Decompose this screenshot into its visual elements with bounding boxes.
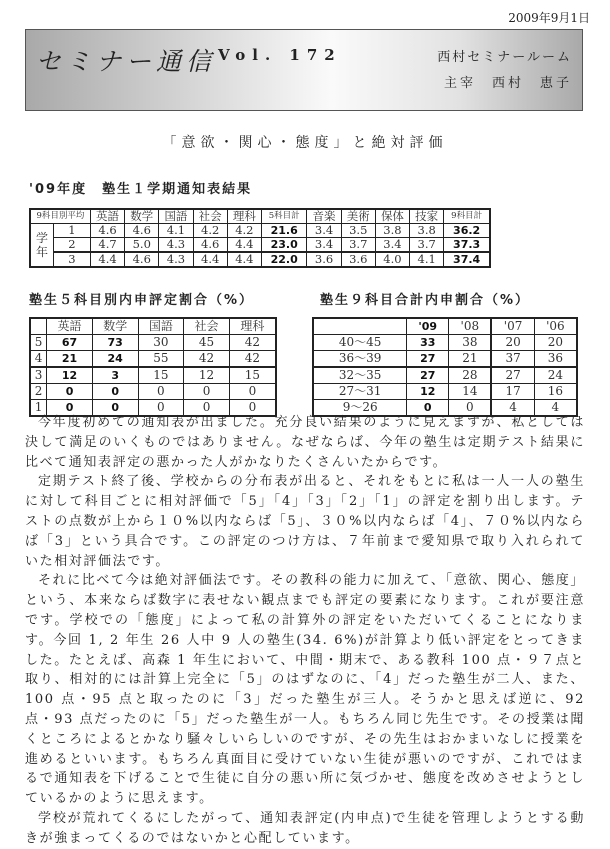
value-cell: 3.5: [341, 224, 375, 238]
value-cell: 4.6: [125, 224, 159, 238]
column-header: 英語: [90, 209, 124, 224]
value-cell: 3.8: [375, 224, 409, 238]
value-cell: 3.7: [410, 238, 444, 253]
value-cell: 15: [229, 367, 276, 384]
table-row: [30, 224, 490, 238]
total-cell: 23.0: [261, 238, 306, 253]
column-header: '07: [491, 318, 534, 335]
corner-cell: [30, 318, 47, 335]
table-row: [313, 367, 577, 384]
table-row: [30, 335, 276, 351]
range-cell: 9～26: [313, 400, 407, 417]
volume-number: Vol. 172: [218, 46, 342, 64]
range-cell: 27～31: [313, 384, 407, 400]
grade-label: 学年: [30, 224, 54, 268]
paragraph: 今年度初めての通知表が出ました。充分良い結果のように見えますが、私としては決して満足のいくものではありません。なぜならば、今年の塾生は定期テスト結果に比べて通知表評定の悪かった人がかなりたくさんいたからです。: [25, 415, 585, 470]
range-cell: 40～45: [313, 335, 407, 351]
value-cell: 24: [92, 351, 138, 368]
column-header: 音楽: [307, 209, 341, 224]
value-cell: 3.8: [410, 224, 444, 238]
value-cell: 0: [47, 400, 93, 417]
rating-cell: 3: [30, 367, 47, 384]
value-cell: 4.4: [193, 252, 227, 267]
column-header: 9科目計: [444, 209, 490, 224]
newsletter-title: セミナー通信: [36, 47, 217, 76]
table-header-row: [30, 318, 276, 335]
value-cell: 0: [229, 400, 276, 417]
value-cell: 20: [534, 335, 577, 351]
issue-date: 2009年9月1日: [508, 11, 590, 25]
range-cell: 32～35: [313, 367, 407, 384]
total-cell: 22.0: [261, 252, 306, 267]
value-cell: 27: [407, 351, 449, 368]
value-cell: 3.6: [307, 252, 341, 267]
report-card-title: '09年度 塾生１学期通知表結果: [29, 182, 253, 197]
value-cell: 27: [491, 367, 534, 384]
value-cell: 4: [534, 400, 577, 417]
value-cell: 21: [47, 351, 93, 368]
value-cell: 0: [184, 400, 230, 417]
report-card-table: [29, 208, 491, 268]
column-header: 技家: [410, 209, 444, 224]
grade-cell: 3: [54, 252, 91, 267]
value-cell: 0: [138, 400, 184, 417]
value-cell: 55: [138, 351, 184, 368]
value-cell: 4.2: [227, 224, 261, 238]
value-cell: 24: [534, 367, 577, 384]
article-headline: 「意欲・関心・態度」と絶対評価: [162, 135, 448, 151]
value-cell: 33: [407, 335, 449, 351]
value-cell: 3.6: [341, 252, 375, 267]
column-header: 社会: [193, 209, 227, 224]
five-subject-table: [29, 317, 277, 417]
grade-cell: 2: [54, 238, 91, 253]
value-cell: 12: [47, 367, 93, 384]
column-header: '06: [534, 318, 577, 335]
value-cell: 3: [92, 367, 138, 384]
value-cell: 67: [47, 335, 93, 351]
value-cell: 45: [184, 335, 230, 351]
value-cell: 4.1: [159, 224, 193, 238]
value-cell: 0: [184, 384, 230, 400]
value-cell: 42: [184, 351, 230, 368]
value-cell: 0: [449, 400, 492, 417]
value-cell: 0: [47, 384, 93, 400]
table-row: [30, 351, 276, 368]
column-header: 英語: [47, 318, 93, 335]
organization-name: 西村セミナールーム: [437, 50, 572, 65]
value-cell: 20: [491, 335, 534, 351]
rating-cell: 5: [30, 335, 47, 351]
value-cell: 4.3: [159, 238, 193, 253]
value-cell: 12: [184, 367, 230, 384]
value-cell: 73: [92, 335, 138, 351]
corner-label: 9科目別平均: [30, 209, 90, 224]
value-cell: 3.7: [341, 238, 375, 253]
rating-cell: 2: [30, 384, 47, 400]
value-cell: 42: [229, 351, 276, 368]
value-cell: 4.0: [375, 252, 409, 267]
value-cell: 38: [449, 335, 492, 351]
value-cell: 4.6: [90, 224, 124, 238]
column-header: '08: [449, 318, 492, 335]
grade-cell: 1: [54, 224, 91, 238]
column-header: '09: [407, 318, 449, 335]
five-subject-title: 塾生５科目別内申評定割合（%）: [29, 293, 255, 308]
rating-cell: 4: [30, 351, 47, 368]
value-cell: 3.4: [307, 238, 341, 253]
column-header: 保体: [375, 209, 409, 224]
value-cell: 4.7: [90, 238, 124, 253]
table-row: [313, 384, 577, 400]
host-name: 主宰 西村 恵子: [443, 76, 572, 91]
column-header: 理科: [229, 318, 276, 335]
value-cell: 21: [449, 351, 492, 368]
value-cell: 4.2: [193, 224, 227, 238]
value-cell: 28: [449, 367, 492, 384]
value-cell: 17: [491, 384, 534, 400]
value-cell: 36: [534, 351, 577, 368]
table-header-row: [313, 318, 577, 335]
value-cell: 42: [229, 335, 276, 351]
value-cell: 0: [138, 384, 184, 400]
value-cell: 0: [407, 400, 449, 417]
column-header: 数学: [125, 209, 159, 224]
table-row: [30, 238, 490, 253]
paragraph: 学校が荒れてくるにしたがって、通知表評定(内申点)で生徒を管理しようとする動きが強まってくるのではないかと心配しています。: [25, 810, 585, 846]
value-cell: 27: [407, 367, 449, 384]
newsletter-header: [25, 29, 583, 111]
column-header: 5科目計: [261, 209, 306, 224]
column-header: 国語: [138, 318, 184, 335]
value-cell: 3.4: [307, 224, 341, 238]
table-row: [313, 335, 577, 351]
value-cell: 4.1: [410, 252, 444, 267]
value-cell: 4.4: [227, 252, 261, 267]
value-cell: 4.4: [227, 238, 261, 253]
value-cell: 0: [92, 384, 138, 400]
total-cell: 36.2: [444, 224, 490, 238]
corner-cell: [313, 318, 407, 335]
column-header: 社会: [184, 318, 230, 335]
column-header: 美術: [341, 209, 375, 224]
rating-cell: 1: [30, 400, 47, 417]
nine-subject-title: 塾生９科目合計内申割合（%）: [320, 293, 531, 308]
column-header: 理科: [227, 209, 261, 224]
nine-subject-table: [312, 317, 578, 417]
value-cell: 14: [449, 384, 492, 400]
value-cell: 37: [491, 351, 534, 368]
value-cell: 4.6: [193, 238, 227, 253]
column-header: 国語: [159, 209, 193, 224]
value-cell: 30: [138, 335, 184, 351]
table-row: [30, 252, 490, 267]
range-cell: 36～39: [313, 351, 407, 368]
value-cell: 15: [138, 367, 184, 384]
value-cell: 3.4: [375, 238, 409, 253]
total-cell: 21.6: [261, 224, 306, 238]
value-cell: 4.3: [159, 252, 193, 267]
value-cell: 12: [407, 384, 449, 400]
table-row: [313, 351, 577, 368]
paragraph: 定期テスト終了後、学校からの分布表が出ると、それをもとに私は一人一人の塾生に対して科目ごとに相対評価で「5」「4」「3」「2」「1」の評定を割り出します。テストの点数が上から１０%以内ならば「5」、３０%以内ならば「4」、７０%以内ならば「3」という具合です。この評定のつけ方は、７年前まで愛知県で取り入れられていた相対評価法です。: [25, 474, 585, 569]
column-header: 数学: [92, 318, 138, 335]
table-row: [30, 367, 276, 384]
value-cell: 4.4: [90, 252, 124, 267]
table-row: [30, 384, 276, 400]
value-cell: 5.0: [125, 238, 159, 253]
value-cell: 4.6: [125, 252, 159, 267]
value-cell: 0: [229, 384, 276, 400]
value-cell: 16: [534, 384, 577, 400]
paragraph: それに比べて今は絶対評価法です。その教科の能力に加えて、「意欲、関心、態度」という、本来ならば数字に表せない観点までも評定の要素になります。これが要注意です。学校での「態度」によって私の計算外の評定をいただいてくることになります。今回 1, 2 年生 26 人中 9 人の塾生(34. 6%)が計算より低い評定をとってきました。たとえば、高森 1 年生において、中間・期末で、ある教科 100 点・９７点と取り、相対的には計算上完全に「5」のはずなのに、「4」だった塾生が二人、また、100 点・95 点と取ったのに「3」だった塾生が三人。そうかと思えば逆に、92 点・93 点だったのに「5」だった塾生が一人。もちろん同じ先生です。その授業は聞くところによるとかなり騒々しいらしいのですが、その先生はおかまいなしに授業を進めるといいます。もちろん真面目に受けていない生徒が悪いのですが、これではまるで通知表を下げることで生徒に自分の悪い所に気づかせ、態度を改めさせようとしているかのように思えます。: [25, 573, 586, 807]
article-body: [25, 413, 585, 849]
value-cell: 4: [491, 400, 534, 417]
total-cell: 37.4: [444, 252, 490, 267]
value-cell: 0: [92, 400, 138, 417]
total-cell: 37.3: [444, 238, 490, 253]
table-header-row: [30, 209, 490, 224]
